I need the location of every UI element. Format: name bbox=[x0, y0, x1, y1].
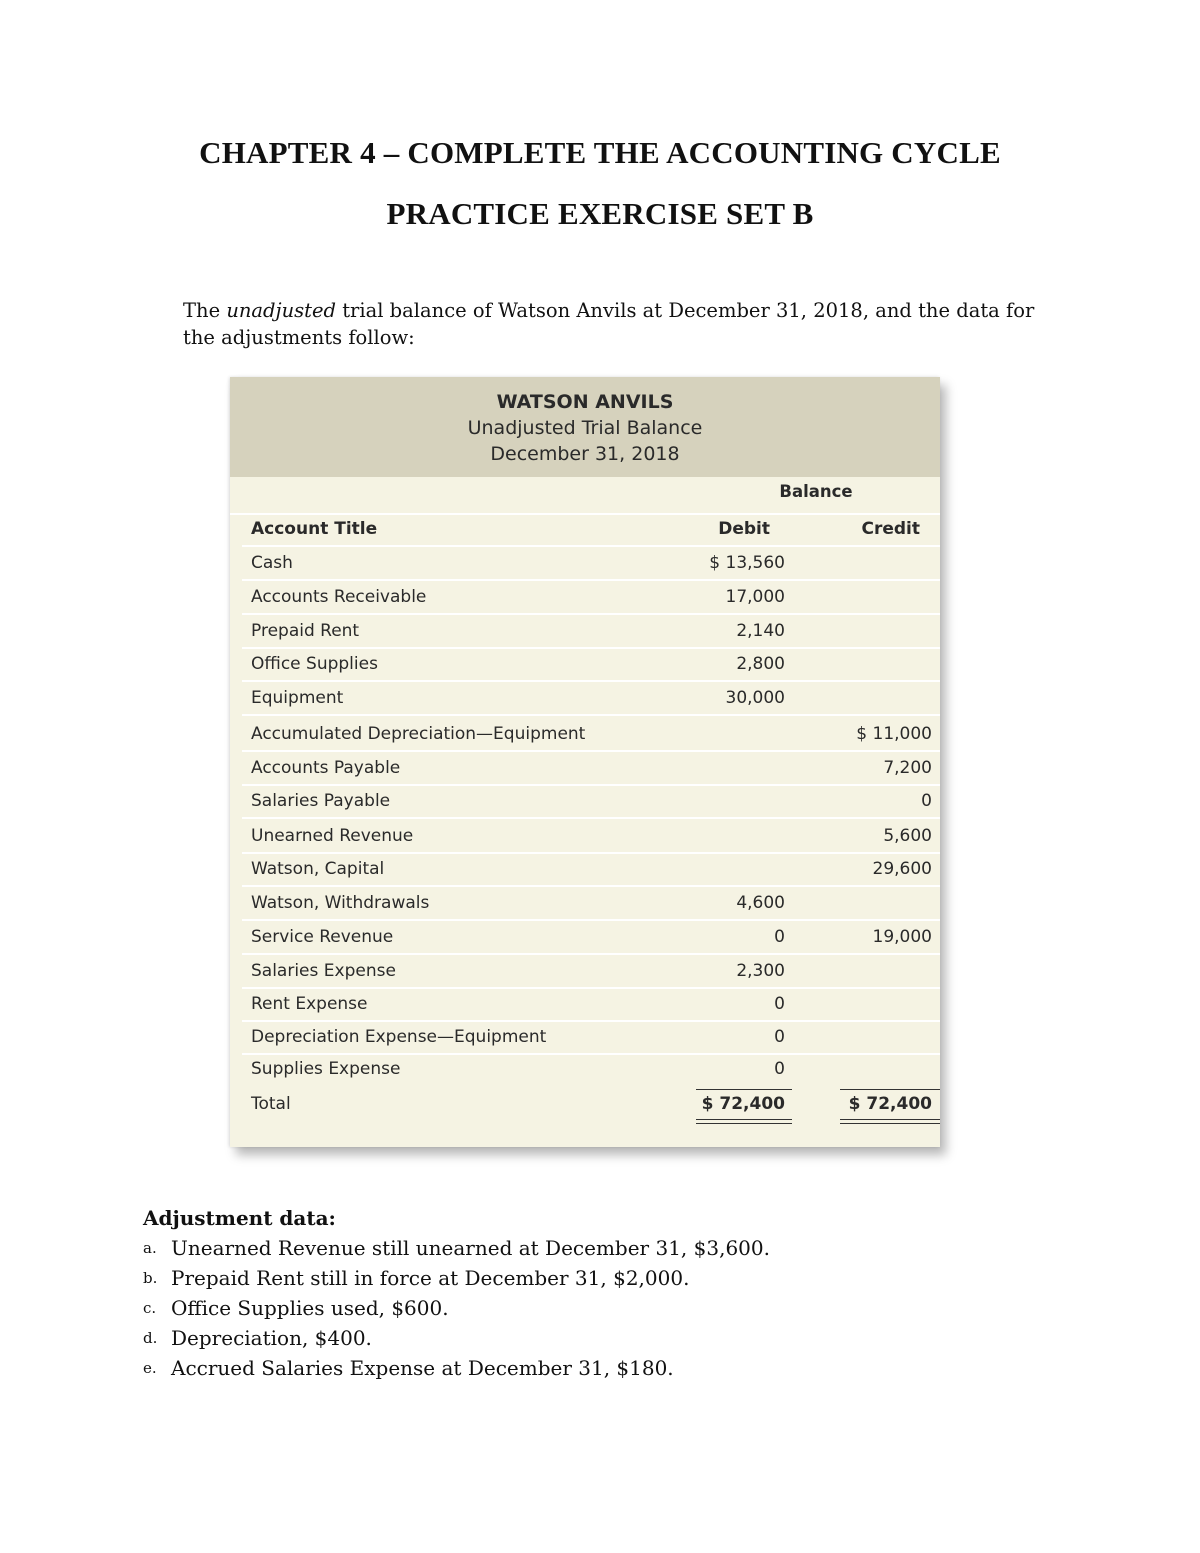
adjustment-data-section bbox=[143, 1203, 1043, 1383]
credit-total-rule bbox=[840, 1089, 940, 1090]
account-name: Service Revenue bbox=[251, 927, 394, 947]
debit-amount: 0 bbox=[774, 1027, 785, 1047]
list-item-letter: c. bbox=[143, 1299, 157, 1317]
trial-balance-table bbox=[230, 377, 940, 1147]
table-row bbox=[230, 1053, 940, 1087]
intro-emphasis: unadjusted bbox=[226, 299, 337, 322]
list-item bbox=[143, 1353, 1043, 1383]
list-item bbox=[143, 1323, 1043, 1353]
debit-amount: 2,140 bbox=[736, 621, 785, 641]
credit-amount: 29,600 bbox=[872, 859, 932, 879]
debit-amount: 4,600 bbox=[736, 893, 785, 913]
table-row bbox=[230, 648, 940, 682]
list-item-text: Accrued Salaries Expense at December 31, $180. bbox=[171, 1356, 674, 1380]
account-name: Accounts Receivable bbox=[251, 587, 427, 607]
account-name: Cash bbox=[251, 553, 293, 573]
debit-amount: 30,000 bbox=[725, 688, 785, 708]
table-row bbox=[230, 615, 940, 649]
table-row bbox=[230, 752, 940, 786]
table-row bbox=[230, 921, 940, 955]
credit-amount: 0 bbox=[921, 791, 932, 811]
table-row bbox=[230, 887, 940, 921]
debit-amount: 2,800 bbox=[736, 654, 785, 674]
account-name: Accounts Payable bbox=[251, 758, 401, 778]
list-item-text: Unearned Revenue still unearned at December 31, $3,600. bbox=[171, 1236, 770, 1260]
intro-text-end: trial balance of Watson Anvils at December 31, 2018, and the data for the adjustments follow: bbox=[183, 299, 1035, 349]
debit-amount: 17,000 bbox=[725, 587, 785, 607]
table-row bbox=[230, 955, 940, 989]
company-name: WATSON ANVILS bbox=[496, 391, 674, 413]
debit-amount: 0 bbox=[774, 994, 785, 1014]
account-name: Office Supplies bbox=[251, 654, 378, 674]
table-row bbox=[230, 820, 940, 854]
adjustment-data-title: Adjustment data: bbox=[143, 1206, 336, 1230]
statement-name: Unadjusted Trial Balance bbox=[467, 417, 703, 439]
list-item-letter: d. bbox=[143, 1329, 158, 1347]
intro-text-start: The bbox=[183, 299, 227, 322]
intro-paragraph bbox=[183, 297, 1063, 351]
account-name: Prepaid Rent bbox=[251, 621, 360, 641]
exercise-set-title: PRACTICE EXERCISE SET B bbox=[386, 196, 814, 231]
account-name: Supplies Expense bbox=[251, 1059, 401, 1079]
list-item bbox=[143, 1263, 1043, 1293]
list-item-letter: b. bbox=[143, 1269, 158, 1287]
credit-amount: 5,600 bbox=[883, 826, 932, 846]
account-name: Unearned Revenue bbox=[251, 826, 414, 846]
account-name: Salaries Payable bbox=[251, 791, 391, 811]
list-item-letter: e. bbox=[143, 1359, 157, 1377]
chapter-title: CHAPTER 4 – COMPLETE THE ACCOUNTING CYCLE bbox=[199, 135, 1001, 170]
debit-double-rule bbox=[696, 1119, 792, 1124]
debit-amount: 0 bbox=[774, 1059, 785, 1079]
account-name: Watson, Withdrawals bbox=[251, 893, 430, 913]
table-row bbox=[230, 547, 940, 581]
table-row bbox=[230, 718, 940, 752]
credit-amount: 7,200 bbox=[883, 758, 932, 778]
account-name: Rent Expense bbox=[251, 994, 368, 1014]
account-name: Accumulated Depreciation—Equipment bbox=[251, 724, 586, 744]
list-item-letter: a. bbox=[143, 1239, 157, 1257]
table-row bbox=[230, 853, 940, 887]
debit-amount: $ 13,560 bbox=[709, 553, 785, 573]
total-label: Total bbox=[251, 1094, 291, 1114]
credit-double-rule bbox=[840, 1119, 940, 1124]
debit-header: Debit bbox=[718, 519, 770, 539]
statement-date: December 31, 2018 bbox=[490, 443, 680, 465]
table-row bbox=[230, 682, 940, 716]
account-name: Depreciation Expense—Equipment bbox=[251, 1027, 547, 1047]
list-item-text: Office Supplies used, $600. bbox=[171, 1296, 449, 1320]
total-credit: $ 72,400 bbox=[848, 1094, 932, 1114]
table-row bbox=[230, 1021, 940, 1055]
credit-header: Credit bbox=[861, 519, 920, 539]
table-row bbox=[230, 785, 940, 819]
table-row bbox=[230, 581, 940, 615]
table-row bbox=[230, 988, 940, 1022]
account-name: Salaries Expense bbox=[251, 961, 396, 981]
list-item-text: Depreciation, $400. bbox=[171, 1326, 372, 1350]
debit-total-rule bbox=[696, 1089, 792, 1090]
total-row bbox=[230, 1088, 940, 1122]
trial-balance-header bbox=[230, 377, 940, 477]
list-item bbox=[143, 1293, 1043, 1323]
debit-amount: 2,300 bbox=[736, 961, 785, 981]
account-name: Watson, Capital bbox=[251, 859, 385, 879]
total-debit: $ 72,400 bbox=[701, 1094, 785, 1114]
credit-amount: 19,000 bbox=[872, 927, 932, 947]
balance-column-group-label: Balance bbox=[779, 482, 853, 501]
column-header-row bbox=[230, 513, 940, 547]
debit-amount: 0 bbox=[774, 927, 785, 947]
account-title-header: Account Title bbox=[251, 519, 378, 539]
account-name: Equipment bbox=[251, 688, 344, 708]
list-item bbox=[143, 1233, 1043, 1263]
list-item-text: Prepaid Rent still in force at December 31, $2,000. bbox=[171, 1266, 690, 1290]
credit-amount: $ 11,000 bbox=[856, 724, 932, 744]
